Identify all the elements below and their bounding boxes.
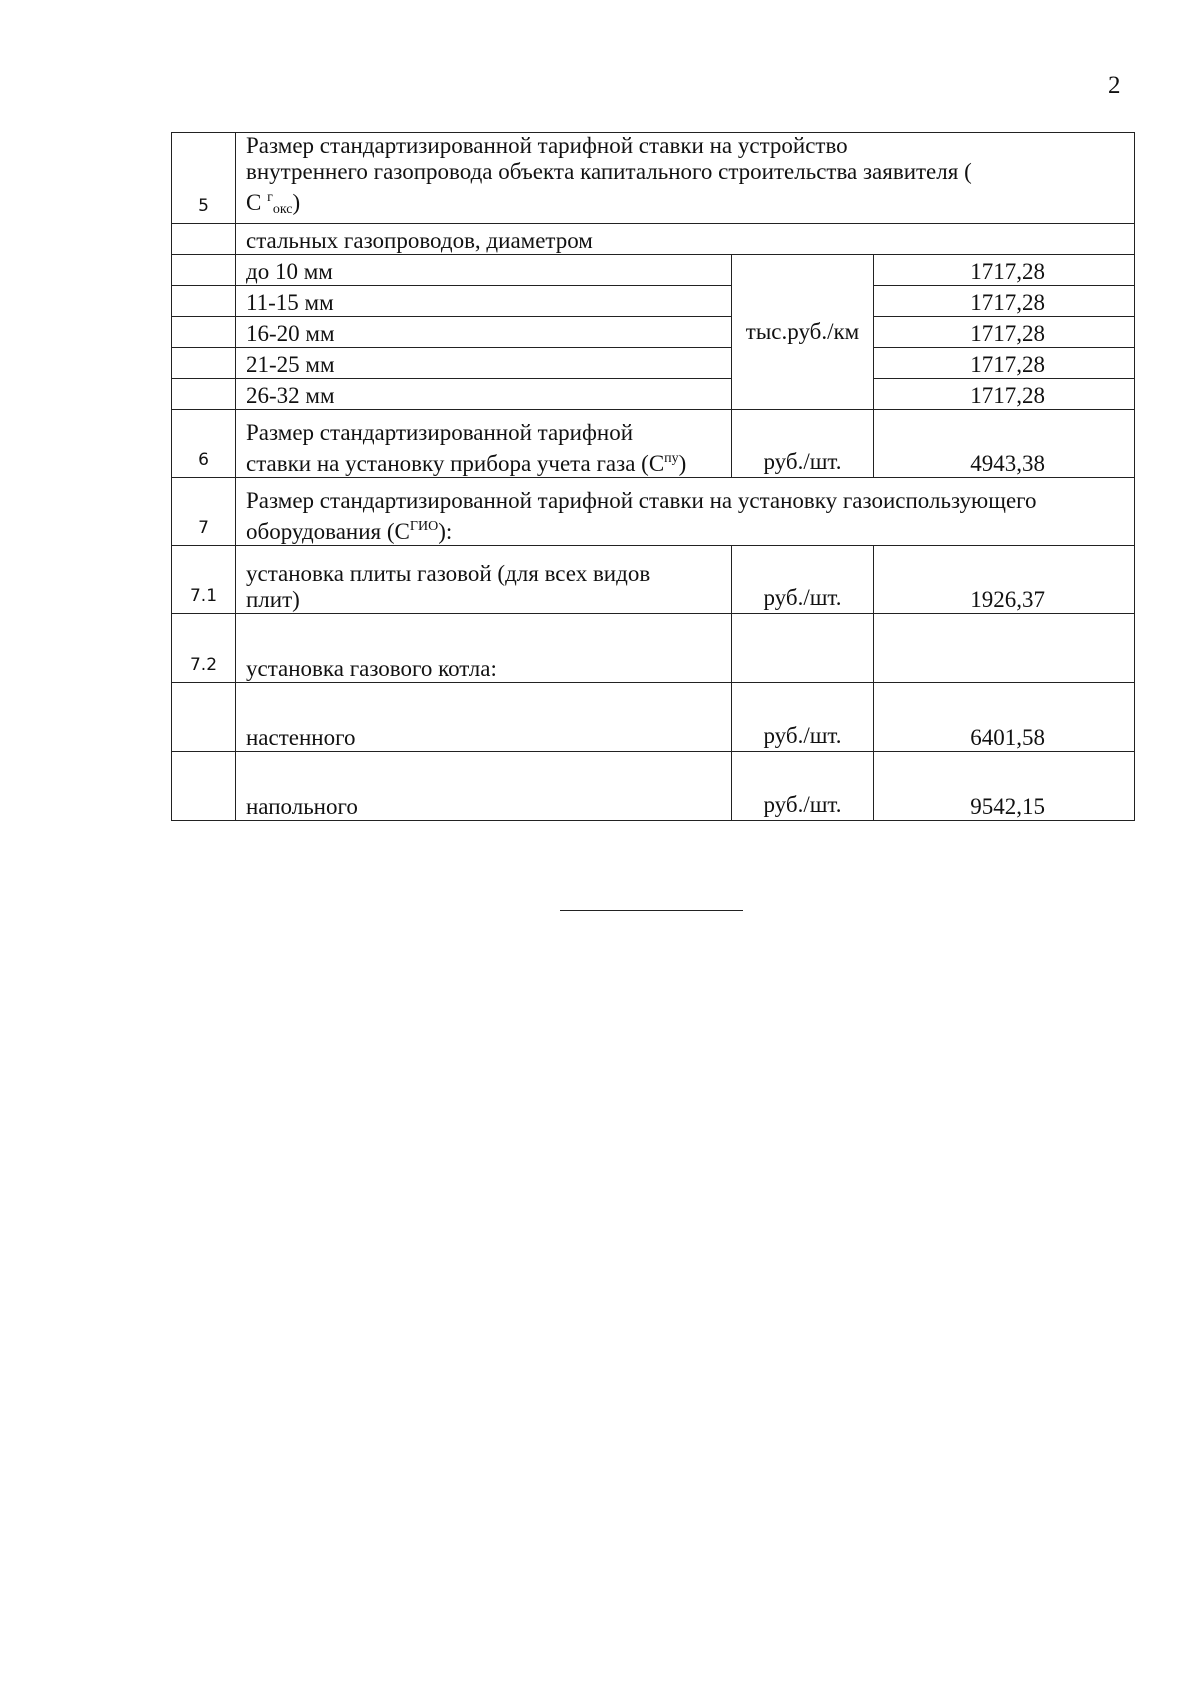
- page-number: 2: [1108, 72, 1121, 99]
- table-row-wall-mounted: [172, 683, 1135, 752]
- value-cell: 4943,38: [874, 410, 1135, 478]
- table-row-7-1: [172, 546, 1135, 614]
- table-row-5: [172, 133, 1135, 224]
- table-row-7-2: [172, 614, 1135, 683]
- unit-cell: [732, 614, 874, 683]
- value-cell: 6401,58: [874, 683, 1135, 752]
- row-description: напольного: [236, 752, 732, 821]
- table-row-diameter: [172, 348, 1135, 379]
- unit-cell: руб./шт.: [732, 752, 874, 821]
- table-row-7: [172, 478, 1135, 546]
- value-cell: 1717,28: [874, 255, 1135, 286]
- row-description: Размер стандартизированной тарифной ставки на установку прибора учета газа $(С^{пу})$: [236, 410, 732, 478]
- value-cell: 1717,28: [874, 286, 1135, 317]
- row-number: [172, 348, 236, 379]
- row-number: [172, 286, 236, 317]
- table-row-diameter: [172, 255, 1135, 286]
- diameter-label: 21-25 мм: [236, 348, 732, 379]
- table-row-diameter: [172, 286, 1135, 317]
- row-description: Размер стандартизированной тарифной ставки на устройство внутреннего газопровода объекта капитального строительства заявителя ( С $^г_{окс}$): [236, 133, 1135, 224]
- row-number: [172, 255, 236, 286]
- value-cell: 9542,15: [874, 752, 1135, 821]
- row-number: 6: [172, 410, 236, 478]
- row-number: 7: [172, 478, 236, 546]
- unit-cell: руб./шт.: [732, 410, 874, 478]
- value-cell: 1717,28: [874, 379, 1135, 410]
- unit-cell: тыс.руб./км: [732, 255, 874, 410]
- diameter-label: 11-15 мм: [236, 286, 732, 317]
- row-description: настенного: [236, 683, 732, 752]
- table-row-steel-header: [172, 224, 1135, 255]
- table-row-diameter: [172, 317, 1135, 348]
- diameter-label: до 10 мм: [236, 255, 732, 286]
- row-description: установка газового котла:: [236, 614, 732, 683]
- row-number: 7.2: [172, 614, 236, 683]
- row-description: установка плиты газовой (для всех видов плит): [236, 546, 732, 614]
- unit-cell: руб./шт.: [732, 683, 874, 752]
- row-number: [172, 752, 236, 821]
- diameter-label: 26-32 мм: [236, 379, 732, 410]
- value-cell: 1926,37: [874, 546, 1135, 614]
- value-cell: 1717,28: [874, 348, 1135, 379]
- row-description: стальных газопроводов, диаметром: [236, 224, 1135, 255]
- row-number: 7.1: [172, 546, 236, 614]
- value-cell: 1717,28: [874, 317, 1135, 348]
- value-cell: [874, 614, 1135, 683]
- diameter-label: 16-20 мм: [236, 317, 732, 348]
- unit-cell: руб./шт.: [732, 546, 874, 614]
- row-number: [172, 683, 236, 752]
- table-row-6: [172, 410, 1135, 478]
- row-number: [172, 379, 236, 410]
- table-row-floor-standing: [172, 752, 1135, 821]
- end-rule-divider: [560, 910, 743, 911]
- row-number: 5: [172, 133, 236, 224]
- table-row-diameter: [172, 379, 1135, 410]
- tariff-table: [171, 132, 1135, 821]
- row-number: [172, 224, 236, 255]
- row-number: [172, 317, 236, 348]
- row-description: Размер стандартизированной тарифной ставки на установку газоиспользующего оборудования $(С^{ГИО})$:: [236, 478, 1135, 546]
